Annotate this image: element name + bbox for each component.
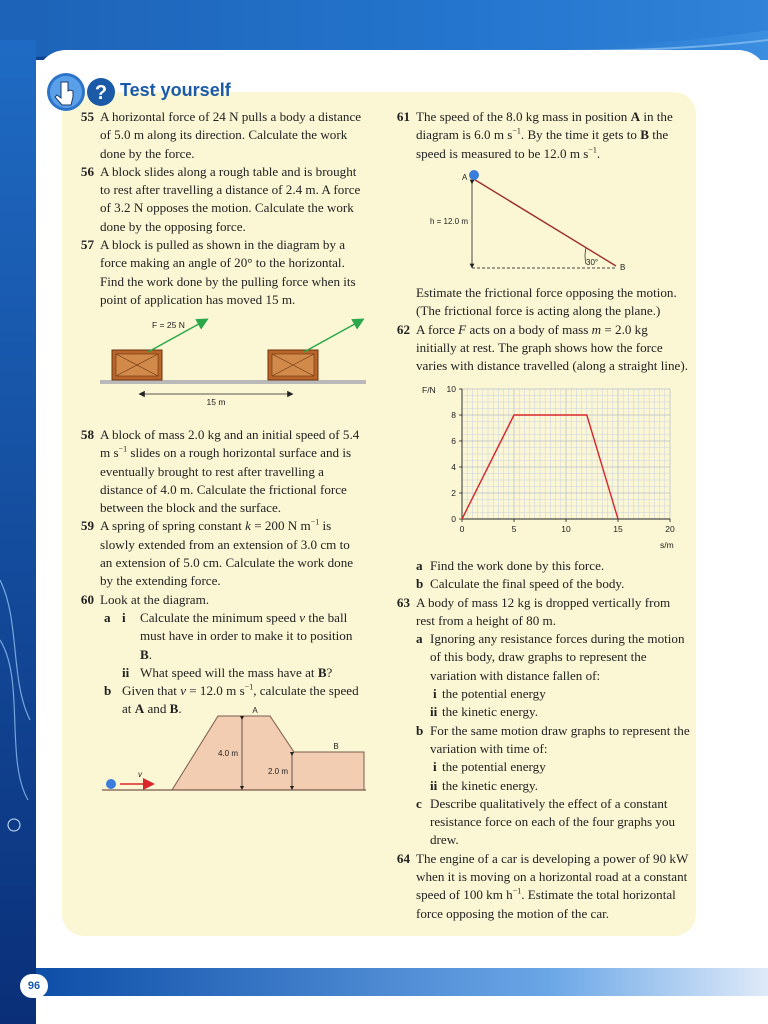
question-64 [380,850,690,923]
x-tick-label: 10 [561,524,571,534]
part-label: ii [430,777,438,793]
y-axis-label: F/N [422,385,436,395]
question-text: A body of mass 12 kg is dropped vertically from rest from a height of 80 m. [416,594,671,628]
question-text: the speed is measured to be 12.0 m s [416,127,669,161]
x-tick-label: 20 [665,524,675,534]
question-text: For the same motion draw graphs to represent the variation with time of: [430,722,690,756]
question-text: A block slides along a rough table and is brought to rest after travelling a distance of 2.4 m. A force of 3.2 N opposes the motion. Calculate the work done by the opposing force. [100,163,361,234]
figure-60-ramp [100,704,370,800]
part-label: i [433,759,437,775]
question-text: A horizontal force of 24 N pulls a body a distance of 5.0 m along its direction. Calculate the work done by the force. [100,109,362,161]
height-label: h = 12.0 m [429,217,468,226]
question-56 [64,163,364,236]
position-a-label: A [462,173,468,182]
variable: k [245,518,251,534]
part-label: ii [122,664,130,680]
question-text: . [148,646,153,662]
left-column-lower [64,426,364,719]
question-60a-ii [100,664,364,682]
question-text: The engine of a car is developing a power of 90 kW when it is moving on a horizontal road at a constant speed of 100 km h [416,850,689,903]
part-label: ii [430,704,438,720]
question-63c [416,795,690,850]
question-number: 60 [80,591,94,607]
variable: v [299,609,306,625]
question-text: = 2.0 kg initially at rest. The graph shows how the force varies with distance travelled (along a straight line). [416,321,688,374]
y-tick-label: 10 [446,384,456,394]
y-tick-label: 8 [451,410,456,420]
angle-label: 30° [586,258,599,267]
position-b-label: B [333,742,339,751]
question-62b [416,575,690,593]
question-text: is slowly extended from an extension of 3.0 cm to an extension of 5.0 cm. Calculate the work done by the extending force. [100,518,354,589]
question-number: 64 [396,850,410,866]
superscript: −1 [310,518,320,528]
question-text: The speed of the 8.0 kg mass in position [416,109,631,124]
part-label: a [416,631,423,647]
question-61 [380,108,690,163]
question-number: 63 [396,594,410,610]
mass-ball [469,170,479,180]
y-tick-label: 2 [451,488,456,498]
figure-57-blocks [96,312,372,412]
block-end [268,350,318,380]
question-text: A block is pulled as shown in the diagram by a force making an angle of 20° to the horizontal. Find the work done by the pulling force when its point of application has moved 15 m. [100,237,356,307]
part-label: a [416,558,423,573]
question-text: slides on a rough horizontal surface and is eventually brought to rest after travelling a distance of 4.0 m. Calculate the frictional force between the block and the surface. [100,445,352,516]
question-text: . [596,145,601,161]
question-58 [64,426,364,517]
page-number: 96 [20,974,48,998]
question-63b [416,722,690,795]
part-label: c [416,795,422,811]
question-number: 56 [80,163,94,179]
position-label: B [169,701,179,717]
question-number: 58 [80,427,94,442]
question-number: 61 [396,109,410,124]
incline-line [472,178,616,266]
question-text: What speed will the mass have at [140,664,318,680]
distance-label: 15 m [206,397,226,407]
superscript: −1 [118,444,128,454]
part-label: b [416,722,424,738]
question-text: the potential energy [442,759,546,775]
question-59 [64,517,364,590]
figure-61-incline [420,166,640,276]
force-distance-chart [418,382,690,552]
part-label: b [104,683,112,699]
question-text: Find the work done by this force. [430,558,605,573]
question-text: , calculate the speed at [122,683,359,717]
question-55 [64,108,364,163]
question-text: A block of mass 2.0 kg and an initial speed of 5.4 m s [100,427,360,461]
part-label: i [122,609,126,625]
question-text: = 200 N m [250,518,311,534]
question-text: Describe qualitatively the effect of a constant resistance force on each of the four graphs you drew. [430,795,676,848]
position-label: A [134,701,145,717]
question-text: acts on a body of mass [466,321,592,337]
left-column [64,108,364,309]
x-tick-label: 5 [511,524,517,534]
position-b-label: B [620,263,626,272]
question-text: . [178,701,182,717]
force-arrow [304,320,362,352]
superscript: −1 [512,886,522,896]
position-label: B [317,664,327,680]
block-start [112,350,162,380]
y-tick-label: 0 [451,514,456,524]
question-57 [64,236,364,309]
position-label: B [640,127,649,143]
question-text: the potential energy [442,686,546,702]
position-label: B [140,646,149,662]
question-text: = 12.0 m s [186,683,245,699]
question-number: 57 [80,237,94,253]
question-text: the ball must have in order to make it to position [140,609,353,644]
question-62a [416,557,690,575]
x-tick-label: 0 [459,524,465,534]
ramp-shape [172,716,364,790]
question-63 [380,594,690,850]
question-text: in the diagram is 6.0 m s [416,109,673,143]
y-tick-label: 4 [451,462,456,472]
part-label: a [104,609,111,625]
question-text: the kinetic energy. [442,777,538,793]
question-63a [416,630,690,721]
svg-text:?: ? [94,82,108,104]
part-label: i [433,686,437,702]
chart-grid [462,389,670,519]
position-label: A [630,109,641,124]
section-title: Test yourself [120,80,231,100]
variable: v [180,683,186,699]
x-tick-label: 15 [613,524,623,534]
question-60 [64,591,364,719]
question-text: . By the time it gets to [520,127,641,143]
x-axis-label: s/m [660,540,674,550]
question-61-cont [380,284,690,321]
variable: m [591,321,602,337]
right-column-lower [380,557,690,923]
question-text: Ignoring any resistance forces during the motion of this body, draw graphs to represent the variation with distance fallen of: [430,631,685,683]
superscript: −1 [244,682,254,692]
superscript: −1 [588,145,597,155]
ground-surface [100,380,366,384]
height-a-label: 4.0 m [217,749,238,758]
question-text: . Estimate the total horizontal force opposing the motion of the car. [416,887,676,921]
question-text: ? [326,664,333,680]
y-tick-label: 6 [451,436,456,446]
ball [106,779,116,789]
question-text: the kinetic energy. [442,704,538,720]
force-label: F = 25 N [152,320,185,330]
question-number: 59 [80,518,94,534]
question-number: 62 [396,321,410,337]
question-number: 55 [80,109,94,124]
velocity-label: v [138,770,142,779]
question-62 [380,321,690,376]
position-a-label: A [252,706,258,715]
question-62-parts [380,557,690,594]
question-text: A force [416,321,459,337]
question-text: Calculate the final speed of the body. [430,576,625,592]
question-text: A spring of spring constant [100,518,246,534]
question-text: and [144,701,170,717]
question-60a-i [100,609,364,664]
question-text: Estimate the frictional force opposing the motion. (The frictional force is acting along the plane.) [416,285,677,319]
right-column-mid [380,284,690,375]
right-column [380,108,690,163]
question-text: Calculate the minimum speed [140,609,300,625]
question-text: Given that [122,683,181,699]
question-text: Look at the diagram. [100,591,210,607]
superscript: −1 [512,126,521,136]
height-b-label: 2.0 m [267,767,288,776]
variable: F [458,321,467,337]
part-label: b [416,576,424,592]
